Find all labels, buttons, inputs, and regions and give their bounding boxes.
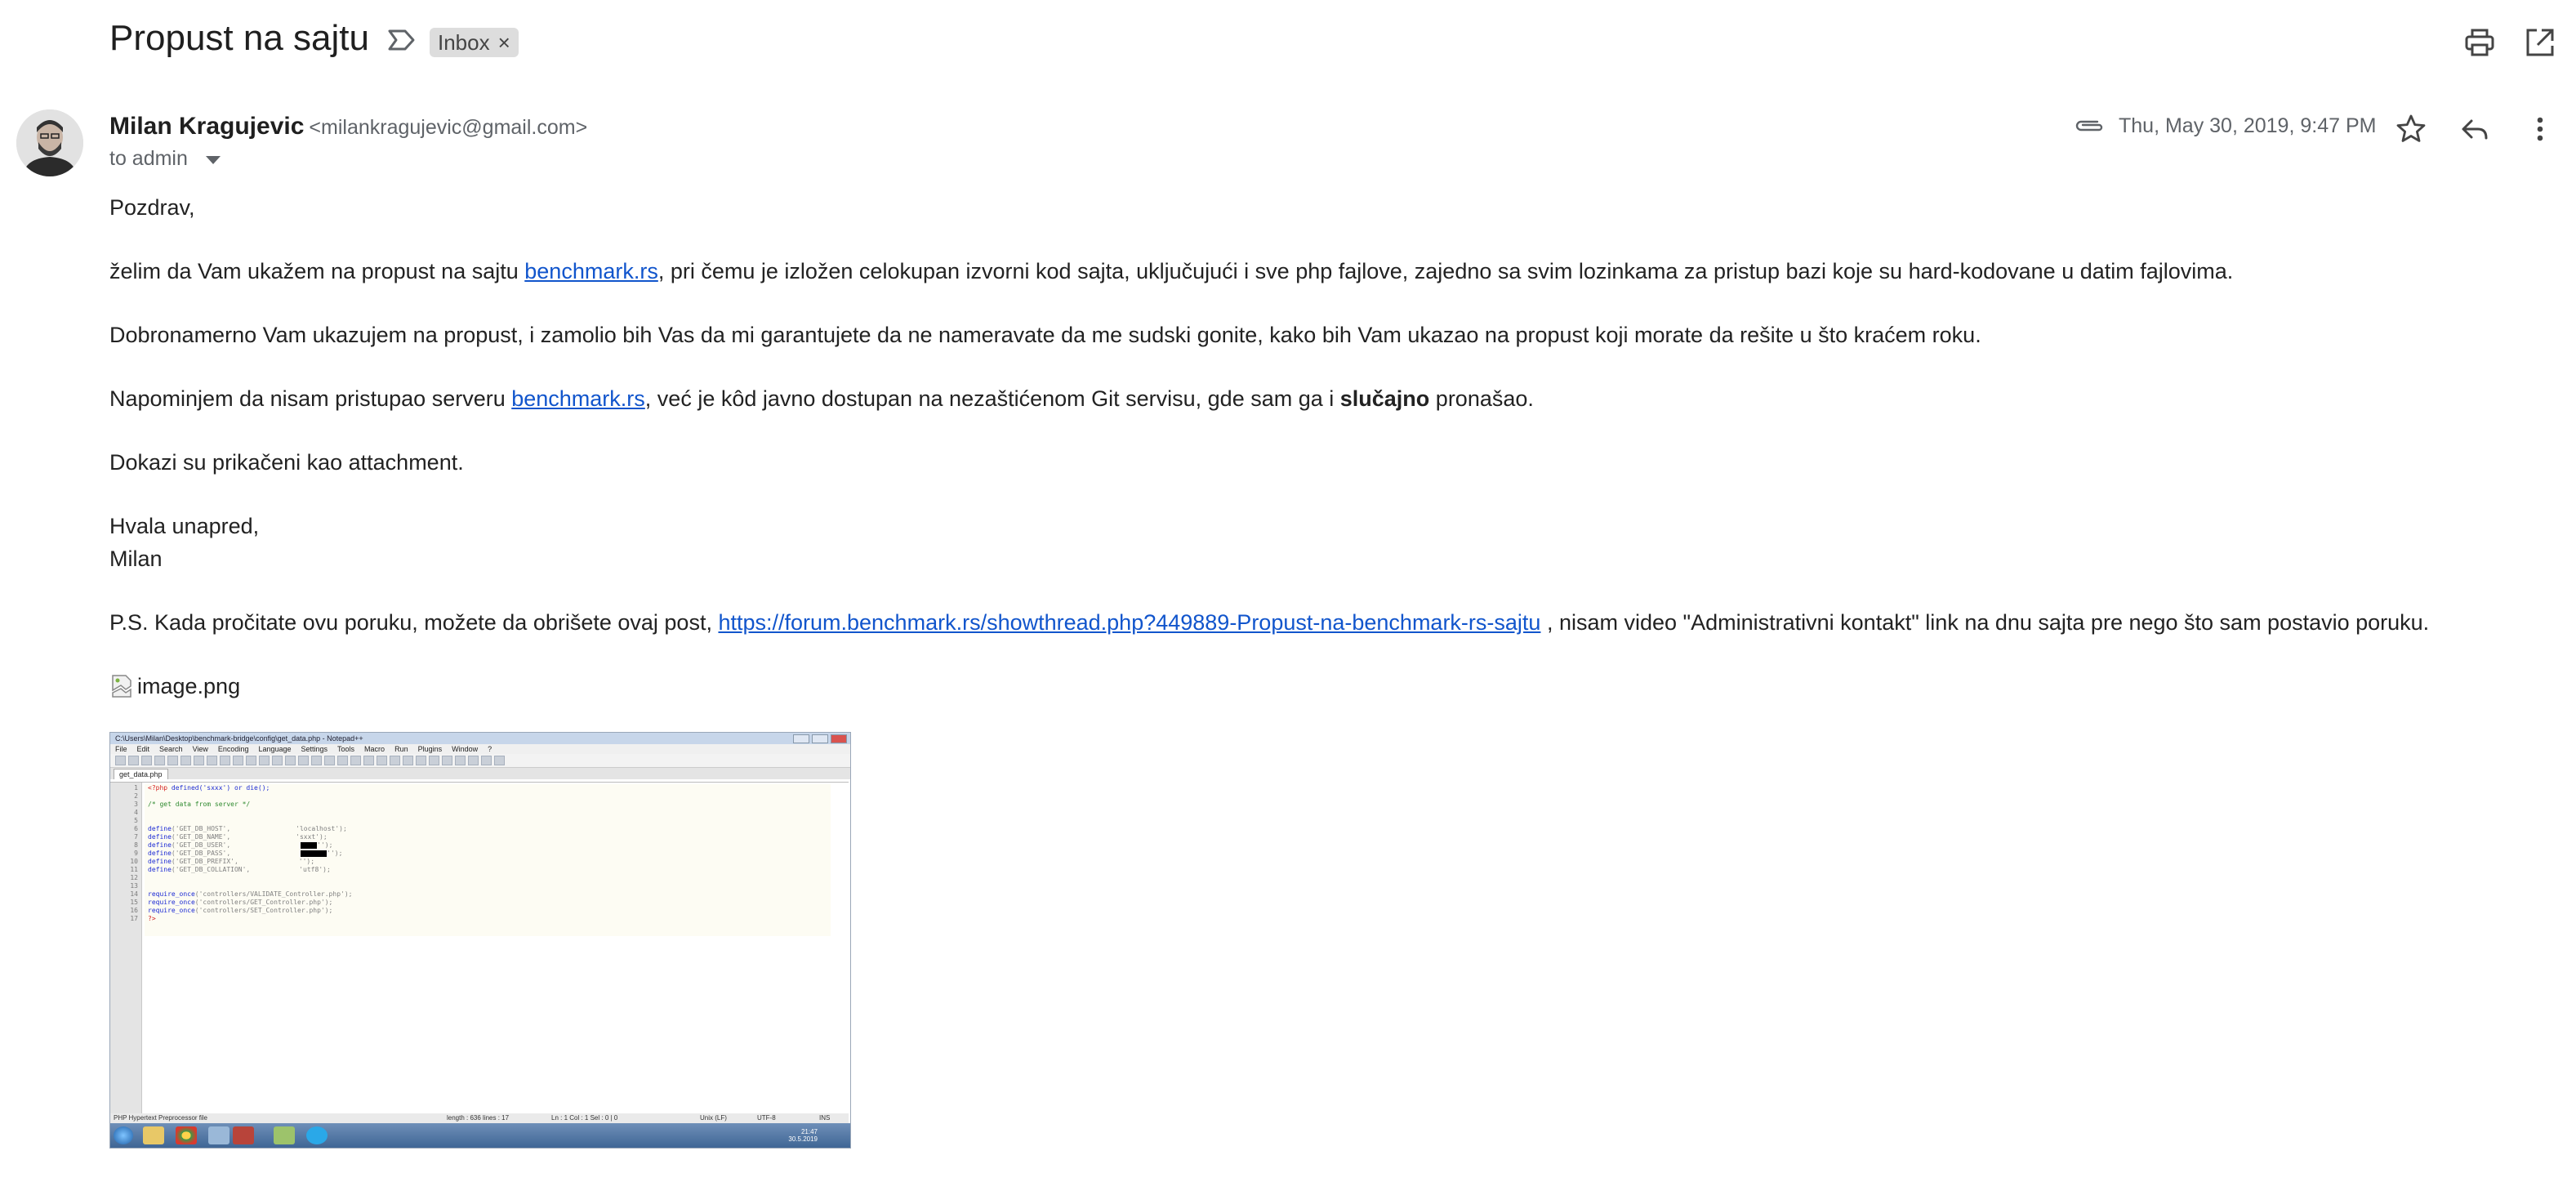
redacted-value bbox=[301, 850, 327, 857]
menu-search: Search bbox=[159, 745, 183, 753]
explorer-icon bbox=[143, 1126, 164, 1144]
benchmark-link-2[interactable]: benchmark.rs bbox=[511, 386, 645, 411]
code-line-15: require_once('controllers/GET_Controller.php'); bbox=[148, 899, 333, 906]
recipient-line bbox=[109, 147, 221, 171]
menu-macro: Macro bbox=[364, 745, 386, 753]
sender-name[interactable]: Milan Kragujevic bbox=[109, 113, 305, 140]
menu-window: Window bbox=[452, 745, 479, 753]
notepad-statusbar: PHP Hypertext Preprocessor file length : 636 lines : 17 Ln : 1 Col : 1 Sel : 0 | 0 Unix (LF) UTF-8 INS bbox=[110, 1113, 849, 1123]
broken-image-alt: image.png bbox=[137, 674, 241, 698]
menu-language: Language bbox=[258, 745, 292, 753]
notepad-tabbar bbox=[110, 768, 850, 779]
code-line-9: define('GET_DB_PASS', ''); bbox=[148, 850, 343, 857]
menu-file: File bbox=[115, 745, 127, 753]
code-line-10: define('GET_DB_PREFIX', ''); bbox=[148, 858, 315, 865]
close-icon bbox=[831, 734, 847, 743]
code-line-6: define('GET_DB_HOST', 'localhost'); bbox=[148, 825, 347, 832]
window-controls bbox=[793, 734, 847, 743]
star-icon[interactable] bbox=[2393, 111, 2429, 147]
code-line-14: require_once('controllers/VALIDATE_Controller.php'); bbox=[148, 890, 353, 898]
postscript: P.S. Kada pročitate ovu poruku, možete da obrišete ovaj post, https://forum.benchmark.rs/showthread.php?449889-Propust-na-benchmark-rs-sajtu , nisam video "Administrativni kontakt" link na dnu sajta pre nego što sam postavio poruku. bbox=[109, 610, 2430, 635]
code-line-3: /* get data from server */ bbox=[148, 801, 251, 808]
body-paragraph-4: Dokazi su prikačeni kao attachment. bbox=[109, 450, 464, 475]
email-subject: Propust na sajtu bbox=[109, 18, 369, 58]
show-details-dropdown-icon[interactable] bbox=[206, 156, 221, 164]
code-line-16: require_once('controllers/SET_Controller.php'); bbox=[148, 907, 333, 914]
attachment-icon bbox=[2073, 114, 2106, 137]
benchmark-link-1[interactable]: benchmark.rs bbox=[524, 259, 658, 283]
code-area bbox=[145, 784, 831, 936]
open-in-new-window-icon[interactable] bbox=[2524, 26, 2556, 59]
app-icon bbox=[208, 1126, 230, 1144]
broken-image[interactable] bbox=[109, 670, 2543, 703]
email-date: Thu, May 30, 2019, 9:47 PM bbox=[2119, 114, 2377, 137]
sender-avatar[interactable] bbox=[16, 109, 83, 176]
greeting: Pozdrav, bbox=[109, 195, 195, 220]
avatar-photo-icon bbox=[16, 109, 83, 176]
body-paragraph-2: Dobronamerno Vam ukazujem na propust, i zamolio bih Vas da mi garantujete da ne nameravate da me sudski gonite, kako bih Vam ukazao na propust koji morate da rešite u što kraćem roku. bbox=[109, 323, 1981, 347]
start-button-icon bbox=[114, 1126, 133, 1144]
more-vert-icon[interactable] bbox=[2522, 111, 2558, 147]
inbox-label-text: Inbox bbox=[438, 29, 490, 55]
notepad-editor bbox=[110, 782, 849, 1114]
taskbar-clock: 21:47 30.5.2019 bbox=[788, 1128, 818, 1143]
notepad-menubar bbox=[110, 744, 850, 754]
menu-view: View bbox=[192, 745, 208, 753]
recipient-text: to admin bbox=[109, 147, 188, 170]
code-line-8: define('GET_DB_USER', ''); bbox=[148, 841, 333, 849]
inbox-label-chip bbox=[430, 28, 519, 57]
body-paragraph-1: želim da Vam ukažem na propust na sajtu benchmark.rs, pri čemu je izložen celokupan izvorni kod sajta, uključujući i sve php fajlove, zajedno sa svim lozinkama za pristup bazi koje su hard-kodovane u datim fajlovima. bbox=[109, 259, 2234, 283]
notepadpp-icon bbox=[274, 1126, 295, 1144]
notepad-tab: get_data.php bbox=[114, 769, 168, 779]
minimize-icon bbox=[793, 734, 809, 743]
remove-label-button[interactable]: × bbox=[497, 29, 510, 55]
signature: Milan bbox=[109, 546, 163, 571]
windows-taskbar bbox=[110, 1123, 850, 1148]
redacted-value bbox=[301, 842, 317, 849]
closing: Hvala unapred, bbox=[109, 514, 260, 538]
code-line-1: <?php defined('sxxx') or die(); bbox=[148, 784, 270, 792]
forum-link[interactable]: https://forum.benchmark.rs/showthread.php?449889-Propust-na-benchmark-rs-sajtu bbox=[718, 610, 1541, 635]
menu-settings: Settings bbox=[301, 745, 328, 753]
body-paragraph-3: Napominjem da nisam pristupao serveru benchmark.rs, već je kôd javno dostupan na nezaštićenom Git servisu, gde sam ga i slučajno pronašao. bbox=[109, 386, 1534, 411]
bold-word: slučajno bbox=[1339, 386, 1430, 411]
skype-icon bbox=[306, 1126, 328, 1144]
broken-image-icon bbox=[109, 673, 134, 699]
notepad-toolbar bbox=[110, 754, 850, 768]
menu-encoding: Encoding bbox=[217, 745, 249, 753]
line-number-gutter: 1 2 3 4 5 6 7 8 9 10 11 12 13 14 15 16 17 bbox=[110, 783, 142, 1114]
chrome-icon bbox=[176, 1126, 197, 1144]
sender-email: <milankragujevic@gmail.com> bbox=[309, 116, 588, 139]
code-line-11: define('GET_DB_COLLATION', 'utf8'); bbox=[148, 866, 331, 873]
app-icon bbox=[233, 1126, 254, 1144]
menu-tools: Tools bbox=[337, 745, 355, 753]
code-line-7: define('GET_DB_NAME', 'sxxt'); bbox=[148, 833, 328, 841]
code-line-17: ?> bbox=[148, 915, 156, 922]
sender-line bbox=[109, 113, 587, 141]
menu-run: Run bbox=[394, 745, 408, 753]
label-important-icon[interactable] bbox=[387, 28, 417, 52]
attached-screenshot[interactable] bbox=[109, 732, 851, 1149]
menu-help: ? bbox=[488, 745, 492, 753]
menu-plugins: Plugins bbox=[417, 745, 443, 753]
reply-icon[interactable] bbox=[2457, 111, 2493, 147]
menu-edit: Edit bbox=[136, 745, 150, 753]
email-body bbox=[109, 191, 2543, 734]
notepad-window-title: C:\Users\Milan\Desktop\benchmark-bridge\config\get_data.php - Notepad++ bbox=[115, 734, 363, 743]
maximize-icon bbox=[812, 734, 828, 743]
notepad-titlebar bbox=[110, 733, 850, 744]
print-icon[interactable] bbox=[2463, 26, 2496, 59]
